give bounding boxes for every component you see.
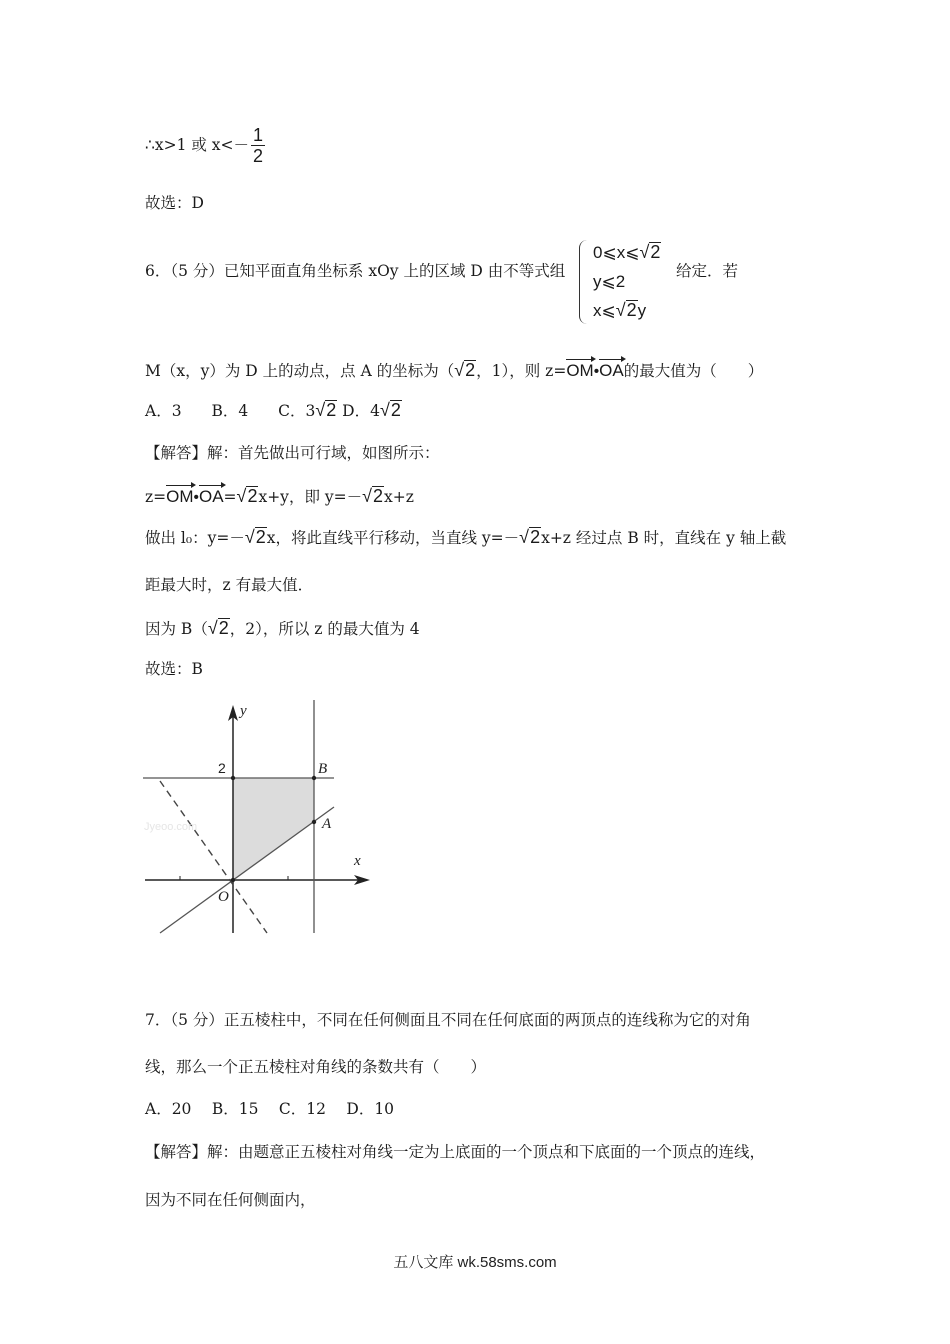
feasible-region	[233, 778, 314, 880]
label-b: B	[318, 761, 328, 777]
q6-line2-text-b: ，1），则 z=	[476, 362, 567, 380]
point-y2	[231, 776, 235, 780]
q6-line2-text: M（x，y）为 D 上的动点，点 A 的坐标为（	[145, 362, 455, 380]
q6-options	[145, 400, 402, 420]
radicand: 2	[390, 400, 401, 420]
q6-answer: 故选：B	[145, 660, 203, 678]
vector-om: OM	[566, 361, 594, 380]
feasible-region-figure	[140, 695, 380, 940]
radicand: 2	[626, 300, 637, 320]
dot-product: •	[193, 489, 199, 506]
q5-answer: 故选：D	[145, 194, 204, 212]
radicand: 2	[373, 486, 384, 506]
sqrt-symbol: √2	[639, 242, 661, 262]
sol3-text-c: x+z 经过点 B 时，直线在 y 轴上截	[541, 529, 787, 547]
vector-oa: OA	[599, 361, 624, 380]
sqrt-symbol: √2	[244, 527, 266, 547]
q6-line2	[145, 360, 763, 380]
option-c: C．3	[278, 402, 316, 420]
q7-solution-2: 因为不同在任何侧面内，	[145, 1191, 316, 1209]
sqrt-symbol: √2	[236, 486, 258, 506]
sqrt-symbol: √2	[519, 527, 541, 547]
frac-denominator: 2	[253, 146, 264, 166]
radicand: 2	[465, 360, 476, 380]
option-d: D．4	[342, 402, 380, 420]
radicand: 2	[650, 242, 661, 262]
label-x: x	[354, 853, 361, 869]
point-b	[312, 776, 316, 780]
equals-sign: =	[223, 488, 237, 506]
radicand: 2	[326, 400, 337, 420]
ineq-row-1-text: 0⩽x⩽	[593, 243, 640, 262]
label-2: 2	[218, 760, 226, 776]
ineq-row-3	[593, 300, 646, 321]
label-o: O	[218, 889, 229, 905]
q7-stem-2: 线，那么一个正五棱柱对角线的条数共有（ ）	[145, 1058, 487, 1076]
sol2-text-b: x+y，即 y=－	[258, 488, 363, 506]
sqrt-symbol: √2	[362, 486, 384, 506]
label-y: y	[240, 703, 247, 719]
q5-conclusion-text: ∴x>1 或 x<－	[145, 135, 250, 154]
q7-solution-1: 【解答】解：由题意正五棱柱对角线一定为上底面的一个顶点和下底面的一个顶点的连线，	[145, 1143, 766, 1161]
q6-stem-suffix: 给定．若	[676, 262, 739, 280]
radicand: 2	[218, 618, 229, 638]
sol3-text-b: x，将此直线平行移动，当直线 y=－	[266, 529, 520, 547]
sol2-text-c: x+z	[384, 488, 414, 506]
q6-stem	[145, 264, 565, 280]
sol3-text-a: 做出 l₀：y=－	[145, 529, 245, 547]
vector-oa: OA	[198, 487, 224, 506]
ineq-row-3-text: x⩽	[593, 301, 616, 320]
q6-solution-1: 【解答】解：首先做出可行域，如图所示：	[145, 444, 440, 462]
option-b: B．4	[211, 402, 249, 420]
q6-solution-5	[145, 618, 420, 638]
option-a: A．3	[145, 402, 182, 420]
point-a	[312, 820, 316, 824]
ineq-row-1	[593, 242, 661, 263]
footer-site: 五八文库 wk.58sms.com	[393, 1254, 557, 1271]
sqrt-symbol: √2	[315, 400, 337, 420]
q6-solution-3	[145, 527, 786, 547]
sqrt-symbol: √2	[454, 360, 476, 380]
watermark: Jyeoo.com	[144, 821, 198, 833]
radicand: 2	[530, 527, 541, 547]
frac-numerator: 1	[253, 125, 264, 145]
vector-om: OM	[166, 487, 194, 506]
sol5-text-a: 因为 B（	[145, 620, 208, 638]
q7-options: A．20 B．15 C．12 D．10	[145, 1100, 395, 1118]
ineq-row-3-var: y	[637, 301, 647, 320]
q5-conclusion	[145, 126, 265, 165]
sqrt-symbol: √2	[615, 300, 637, 320]
sqrt-symbol: √2	[379, 400, 401, 420]
q6-solution-2	[145, 486, 414, 506]
radicand: 2	[255, 527, 266, 547]
sol5-text-b: ，2），所以 z 的最大值为 4	[229, 620, 420, 638]
point-o	[231, 878, 235, 882]
q6-line2-text-c: 的最大值为（ ）	[623, 362, 764, 380]
q6-solution-4: 距最大时，z 有最大值．	[145, 576, 314, 594]
sol2-text-a: z=	[145, 488, 167, 506]
sqrt-symbol: √2	[207, 618, 229, 638]
q7-stem-1: 7．（5 分）正五棱柱中，不同在任何侧面且不同在任何底面的两顶点的连线称为它的对角	[145, 1011, 751, 1029]
radicand: 2	[247, 486, 258, 506]
ineq-row-2: y⩽2	[593, 272, 626, 291]
q6-stem-text: 6．（5 分）已知平面直角坐标系 xOy 上的区域 D 由不等式组	[145, 262, 566, 280]
dot-product: •	[593, 363, 600, 380]
left-brace	[579, 240, 588, 324]
label-a: A	[322, 816, 332, 832]
fraction-one-half	[251, 126, 265, 165]
